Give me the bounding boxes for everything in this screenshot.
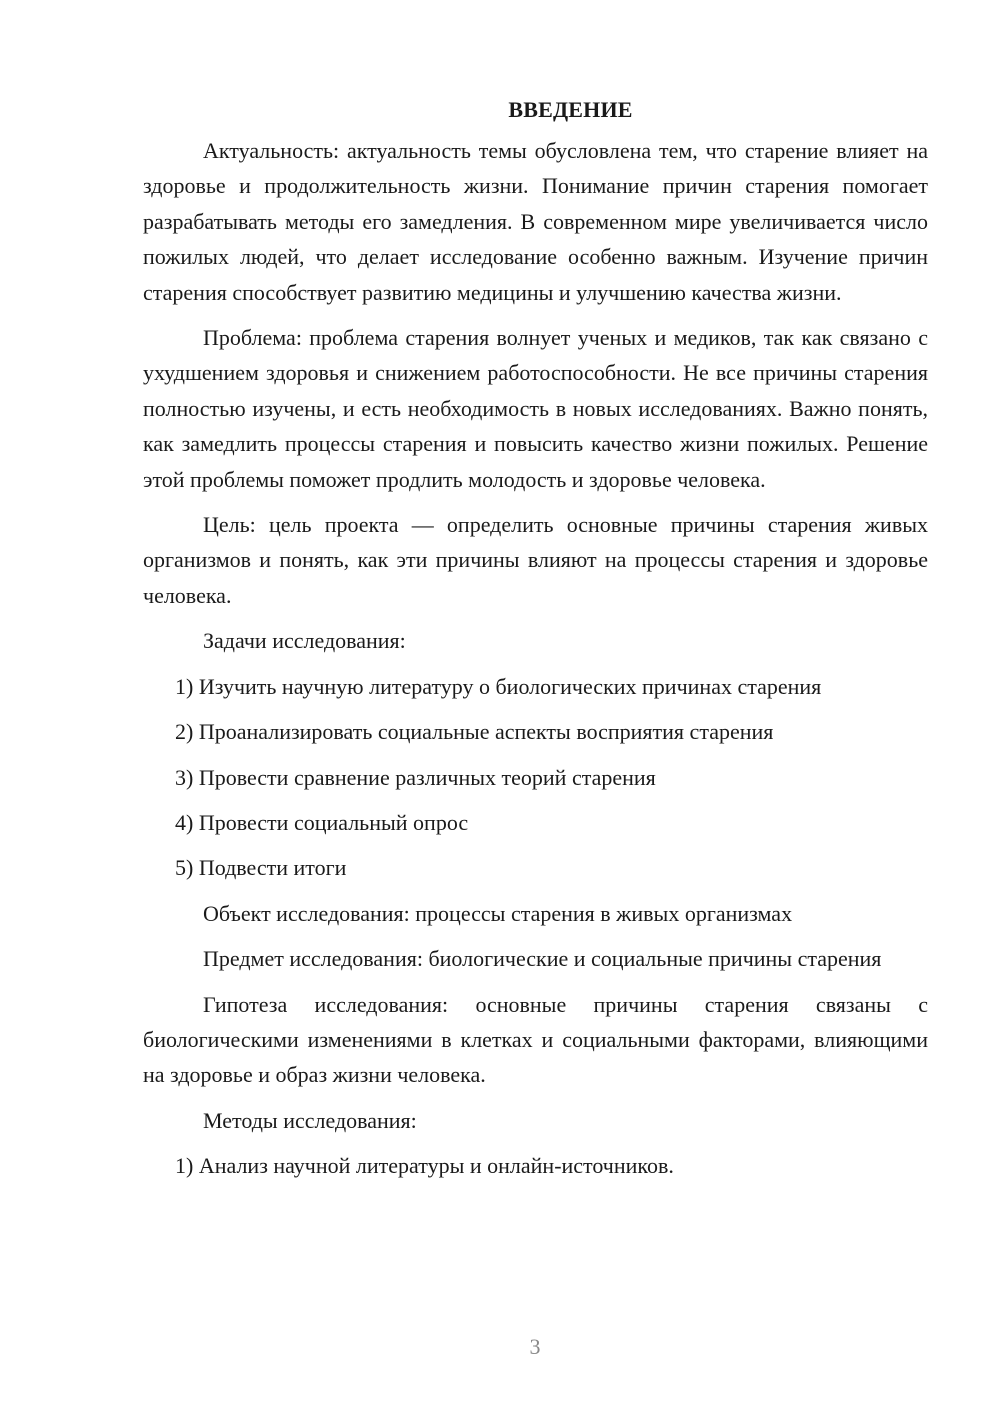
page-number: 3 — [529, 1334, 541, 1359]
methods-heading: Методы исследования: — [203, 1107, 417, 1133]
method-item: 1) Анализ научной литературы и онлайн-источников. — [175, 1153, 674, 1179]
object-paragraph: Объект исследования: процессы старения в живых организмах — [203, 900, 793, 926]
tasks-heading: Задачи исследования: — [203, 628, 406, 654]
problem-paragraph: Проблема: проблема старения волнует ученых и медиков, так как связано с ухудшением здоровья и снижением работоспособности. Не все причины старения полностью изучены, и есть необходимость в новых исследованиях. Важно понять, как замедлить процессы старения и повысить качество жизни пожилых. Решение этой проблемы поможет продлить молодость и здоровье человека. — [143, 325, 928, 492]
task-item: 2) Проанализировать социальные аспекты восприятия старения — [175, 719, 774, 745]
subject-paragraph: Предмет исследования: биологические и социальные причины старения — [203, 946, 882, 972]
relevance-paragraph: Актуальность: актуальность темы обусловлена тем, что старение влияет на здоровье и продолжительность жизни. Понимание причин старения помогает разрабатывать методы его замедления. В современном мире увеличивается число пожилых людей, что делает исследование особенно важным. Изучение причин старения способствует развитию медицины и улучшению качества жизни. — [143, 138, 928, 305]
task-item: 3) Провести сравнение различных теорий старения — [175, 764, 656, 790]
section-title: ВВЕДЕНИЕ — [508, 97, 633, 122]
hypothesis-paragraph: Гипотеза исследования: основные причины старения связаны с биологическими изменениями в клетках и социальными факторами, влияющими на здоровье и образ жизни человека. — [143, 991, 928, 1088]
task-item: 5) Подвести итоги — [175, 855, 347, 881]
goal-paragraph: Цель: цель проекта — определить основные причины старения живых организмов и понять, как эти причины влияют на процессы старения и здоровье человека. — [143, 512, 928, 608]
task-item: 4) Провести социальный опрос — [175, 809, 469, 835]
task-item: 1) Изучить научную литературу о биологических причинах старения — [175, 673, 822, 699]
